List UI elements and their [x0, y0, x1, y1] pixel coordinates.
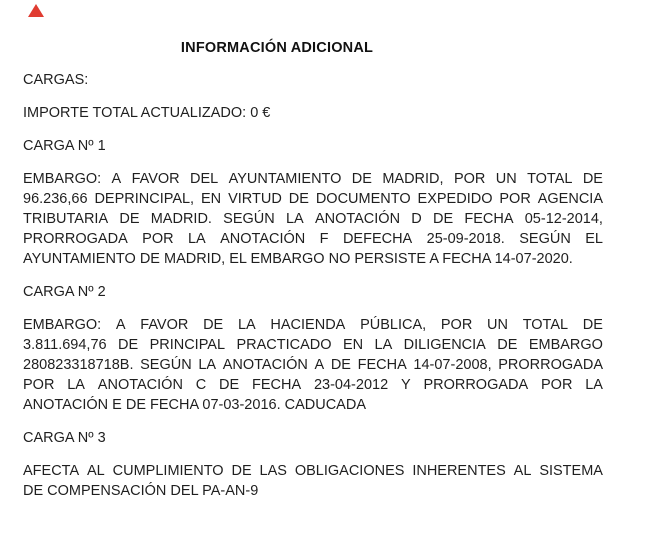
text-line: EMBARGO: A FAVOR DE LA HACIENDA PÚBLICA, POR UN TOTAL DE — [23, 317, 603, 333]
text-line: POR LA ANOTACIÓN C DE FECHA 23-04-2012 Y PRORROGADA POR LA — [23, 377, 603, 393]
carga-3-paragraph — [23, 461, 603, 501]
text-line: 3.811.694,76 DE PRINCIPAL PRACTICADO EN LA DILIGENCIA DE EMBARGO — [23, 337, 603, 353]
text-line: 280823318718B. SEGÚN LA ANOTACIÓN A DE FECHA 14-07-2008, PRORROGADA — [23, 357, 603, 373]
importe-total — [23, 103, 603, 123]
text-line: CARGA Nº 2 — [23, 284, 106, 300]
cargas-label — [23, 70, 603, 90]
text-line: EMBARGO: A FAVOR DEL AYUNTAMIENTO DE MADRID, POR UN TOTAL DE — [23, 171, 603, 187]
document-body — [23, 70, 603, 501]
document-page — [23, 38, 603, 514]
text-line: TRIBUTARIA DE MADRID. SEGÚN LA ANOTACIÓN D DE FECHA 05-12-2014, — [23, 211, 603, 227]
carga-3-heading — [23, 428, 603, 448]
text-line: ANOTACIÓN E DE FECHA 07-03-2016. CADUCADA — [23, 397, 366, 413]
carga-2-paragraph — [23, 315, 603, 415]
text-line: DE COMPENSACIÓN DEL PA-AN-9 — [23, 483, 259, 499]
red-triangle-icon — [28, 4, 44, 17]
carga-1-paragraph — [23, 169, 603, 269]
text-line: CARGA Nº 1 — [23, 138, 106, 154]
text-line: CARGA Nº 3 — [23, 430, 106, 446]
text-line: IMPORTE TOTAL ACTUALIZADO: 0 € — [23, 105, 271, 121]
text-line: AFECTA AL CUMPLIMIENTO DE LAS OBLIGACIONES INHERENTES AL SISTEMA — [23, 463, 603, 479]
carga-2-heading — [23, 282, 603, 302]
carga-1-heading — [23, 136, 603, 156]
text-line: 96.236,66 DEPRINCIPAL, EN VIRTUD DE DOCUMENTO EXPEDIDO POR AGENCIA — [23, 191, 603, 207]
page-title: INFORMACIÓN ADICIONAL — [180, 40, 374, 56]
text-line: CARGAS: — [23, 72, 89, 88]
text-line: PRORROGADA POR LA ANOTACIÓN F DEFECHA 25-09-2018. SEGÚN EL — [23, 231, 603, 247]
text-line: AYUNTAMIENTO DE MADRID, EL EMBARGO NO PERSISTE A FECHA 14-07-2020. — [23, 251, 573, 267]
